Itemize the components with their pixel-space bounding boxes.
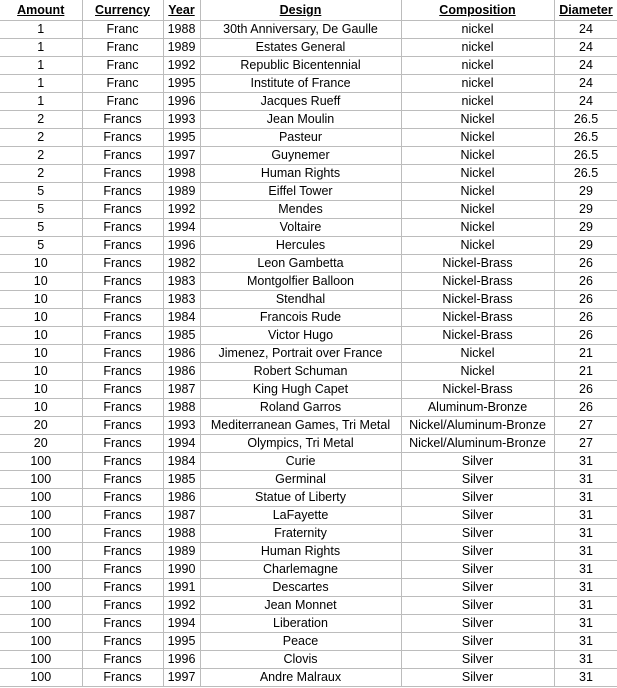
design-cell[interactable]: Germinal <box>200 471 401 489</box>
diameter-cell[interactable]: 26 <box>554 291 617 309</box>
table-row <box>0 399 617 417</box>
diameter-cell[interactable]: 29 <box>554 219 617 237</box>
composition-cell[interactable]: Nickel <box>401 165 554 183</box>
currency-cell[interactable]: Francs <box>82 219 163 237</box>
table-row <box>0 237 617 255</box>
diameter-cell[interactable]: 31 <box>554 651 617 669</box>
header-amount[interactable]: Amount <box>0 0 82 21</box>
currency-cell[interactable]: Francs <box>82 201 163 219</box>
design-cell[interactable]: 30th Anniversary, De Gaulle <box>200 21 401 39</box>
table-row <box>0 183 617 201</box>
composition-cell[interactable]: Nickel/Aluminum-Bronze <box>401 417 554 435</box>
amount-cell[interactable]: 100 <box>0 615 82 633</box>
diameter-cell[interactable]: 31 <box>554 507 617 525</box>
header-design[interactable]: Design <box>200 0 401 21</box>
composition-cell[interactable]: Silver <box>401 561 554 579</box>
year-cell[interactable]: 1986 <box>163 345 200 363</box>
diameter-cell[interactable]: 24 <box>554 39 617 57</box>
diameter-cell[interactable]: 26.5 <box>554 111 617 129</box>
design-cell[interactable]: Clovis <box>200 651 401 669</box>
table-row <box>0 255 617 273</box>
design-cell[interactable]: Peace <box>200 633 401 651</box>
diameter-cell[interactable]: 31 <box>554 561 617 579</box>
currency-cell[interactable]: Francs <box>82 669 163 687</box>
table-row <box>0 345 617 363</box>
composition-cell[interactable]: Silver <box>401 525 554 543</box>
year-cell[interactable]: 1985 <box>163 327 200 345</box>
table-row <box>0 219 617 237</box>
design-cell[interactable]: Voltaire <box>200 219 401 237</box>
year-cell[interactable]: 1993 <box>163 417 200 435</box>
year-cell[interactable]: 1988 <box>163 399 200 417</box>
design-cell[interactable]: Mediterranean Games, Tri Metal <box>200 417 401 435</box>
year-cell[interactable]: 1996 <box>163 651 200 669</box>
amount-cell[interactable]: 5 <box>0 201 82 219</box>
composition-cell[interactable]: Nickel-Brass <box>401 291 554 309</box>
year-cell[interactable]: 1995 <box>163 75 200 93</box>
year-cell[interactable]: 1986 <box>163 363 200 381</box>
composition-cell[interactable]: nickel <box>401 57 554 75</box>
composition-cell[interactable]: Silver <box>401 471 554 489</box>
year-cell[interactable]: 1993 <box>163 111 200 129</box>
year-cell[interactable]: 1992 <box>163 57 200 75</box>
composition-cell[interactable]: Nickel-Brass <box>401 381 554 399</box>
design-cell[interactable]: Francois Rude <box>200 309 401 327</box>
composition-cell[interactable]: Silver <box>401 615 554 633</box>
diameter-cell[interactable]: 24 <box>554 57 617 75</box>
header-row <box>0 0 617 21</box>
year-cell[interactable]: 1994 <box>163 435 200 453</box>
amount-cell[interactable]: 1 <box>0 93 82 111</box>
diameter-cell[interactable]: 31 <box>554 543 617 561</box>
table-row <box>0 165 617 183</box>
diameter-cell[interactable]: 31 <box>554 525 617 543</box>
table-row <box>0 309 617 327</box>
currency-cell[interactable]: Francs <box>82 435 163 453</box>
currency-cell[interactable]: Francs <box>82 237 163 255</box>
diameter-cell[interactable]: 21 <box>554 345 617 363</box>
year-cell[interactable]: 1995 <box>163 633 200 651</box>
composition-cell[interactable]: Silver <box>401 633 554 651</box>
design-cell[interactable]: Pasteur <box>200 129 401 147</box>
header-diameter[interactable]: Diameter <box>554 0 617 21</box>
composition-cell[interactable]: nickel <box>401 75 554 93</box>
amount-cell[interactable]: 100 <box>0 651 82 669</box>
amount-cell[interactable]: 10 <box>0 255 82 273</box>
table-row <box>0 327 617 345</box>
table-row <box>0 201 617 219</box>
amount-cell[interactable]: 2 <box>0 129 82 147</box>
composition-cell[interactable]: Nickel-Brass <box>401 327 554 345</box>
table-row <box>0 57 617 75</box>
design-cell[interactable]: Human Rights <box>200 165 401 183</box>
currency-cell[interactable]: Franc <box>82 57 163 75</box>
amount-cell[interactable]: 2 <box>0 111 82 129</box>
diameter-cell[interactable]: 31 <box>554 669 617 687</box>
table-row <box>0 615 617 633</box>
diameter-cell[interactable]: 31 <box>554 633 617 651</box>
currency-cell[interactable]: Francs <box>82 111 163 129</box>
table-row <box>0 417 617 435</box>
composition-cell[interactable]: Nickel <box>401 345 554 363</box>
year-cell[interactable]: 1983 <box>163 291 200 309</box>
table-row <box>0 651 617 669</box>
year-cell[interactable]: 1989 <box>163 39 200 57</box>
design-cell[interactable]: Fraternity <box>200 525 401 543</box>
amount-cell[interactable]: 2 <box>0 147 82 165</box>
diameter-cell[interactable]: 29 <box>554 201 617 219</box>
composition-cell[interactable]: Silver <box>401 507 554 525</box>
header-composition[interactable]: Composition <box>401 0 554 21</box>
currency-cell[interactable]: Francs <box>82 363 163 381</box>
design-cell[interactable]: Human Rights <box>200 543 401 561</box>
design-cell[interactable]: Jean Moulin <box>200 111 401 129</box>
year-cell[interactable]: 1988 <box>163 21 200 39</box>
design-cell[interactable]: Charlemagne <box>200 561 401 579</box>
currency-cell[interactable]: Francs <box>82 129 163 147</box>
currency-cell[interactable]: Francs <box>82 345 163 363</box>
currency-cell[interactable]: Francs <box>82 453 163 471</box>
design-cell[interactable]: Jimenez, Portrait over France <box>200 345 401 363</box>
composition-cell[interactable]: Nickel <box>401 183 554 201</box>
year-cell[interactable]: 1995 <box>163 129 200 147</box>
composition-cell[interactable]: Silver <box>401 543 554 561</box>
composition-cell[interactable]: nickel <box>401 93 554 111</box>
composition-cell[interactable]: Silver <box>401 597 554 615</box>
currency-cell[interactable]: Francs <box>82 615 163 633</box>
diameter-cell[interactable]: 27 <box>554 417 617 435</box>
diameter-cell[interactable]: 26 <box>554 399 617 417</box>
design-cell[interactable]: LaFayette <box>200 507 401 525</box>
diameter-cell[interactable]: 27 <box>554 435 617 453</box>
diameter-cell[interactable]: 31 <box>554 471 617 489</box>
diameter-cell[interactable]: 26.5 <box>554 147 617 165</box>
table-row <box>0 291 617 309</box>
year-cell[interactable]: 1984 <box>163 309 200 327</box>
table-row <box>0 129 617 147</box>
year-cell[interactable]: 1998 <box>163 165 200 183</box>
composition-cell[interactable]: Nickel <box>401 111 554 129</box>
year-cell[interactable]: 1996 <box>163 237 200 255</box>
year-cell[interactable]: 1989 <box>163 543 200 561</box>
table-header <box>0 0 617 21</box>
table-row <box>0 453 617 471</box>
diameter-cell[interactable]: 24 <box>554 21 617 39</box>
year-cell[interactable]: 1994 <box>163 219 200 237</box>
composition-cell[interactable]: Nickel <box>401 201 554 219</box>
amount-cell[interactable]: 10 <box>0 399 82 417</box>
amount-cell[interactable]: 10 <box>0 309 82 327</box>
year-cell[interactable]: 1994 <box>163 615 200 633</box>
composition-cell[interactable]: Nickel-Brass <box>401 255 554 273</box>
table-body <box>0 21 617 687</box>
amount-cell[interactable]: 10 <box>0 327 82 345</box>
currency-cell[interactable]: Francs <box>82 471 163 489</box>
diameter-cell[interactable]: 29 <box>554 183 617 201</box>
table-row <box>0 561 617 579</box>
diameter-cell[interactable]: 26 <box>554 255 617 273</box>
design-cell[interactable]: Descartes <box>200 579 401 597</box>
year-cell[interactable]: 1987 <box>163 507 200 525</box>
amount-cell[interactable]: 5 <box>0 237 82 255</box>
currency-cell[interactable]: Francs <box>82 525 163 543</box>
currency-cell[interactable]: Francs <box>82 633 163 651</box>
amount-cell[interactable]: 100 <box>0 597 82 615</box>
table-row <box>0 363 617 381</box>
amount-cell[interactable]: 100 <box>0 579 82 597</box>
amount-cell[interactable]: 1 <box>0 75 82 93</box>
composition-cell[interactable]: Nickel-Brass <box>401 273 554 291</box>
currency-cell[interactable]: Francs <box>82 291 163 309</box>
design-cell[interactable]: Curie <box>200 453 401 471</box>
design-cell[interactable]: Montgolfier Balloon <box>200 273 401 291</box>
currency-cell[interactable]: Franc <box>82 93 163 111</box>
diameter-cell[interactable]: 24 <box>554 93 617 111</box>
design-cell[interactable]: Victor Hugo <box>200 327 401 345</box>
year-cell[interactable]: 1987 <box>163 381 200 399</box>
currency-cell[interactable]: Francs <box>82 327 163 345</box>
amount-cell[interactable]: 1 <box>0 57 82 75</box>
design-cell[interactable]: Liberation <box>200 615 401 633</box>
table-row <box>0 489 617 507</box>
amount-cell[interactable]: 100 <box>0 489 82 507</box>
year-cell[interactable]: 1986 <box>163 489 200 507</box>
amount-cell[interactable]: 100 <box>0 453 82 471</box>
year-cell[interactable]: 1982 <box>163 255 200 273</box>
composition-cell[interactable]: Nickel-Brass <box>401 309 554 327</box>
currency-cell[interactable]: Francs <box>82 255 163 273</box>
design-cell[interactable]: Republic Bicentennial <box>200 57 401 75</box>
amount-cell[interactable]: 2 <box>0 165 82 183</box>
table-row <box>0 669 617 687</box>
diameter-cell[interactable]: 31 <box>554 615 617 633</box>
currency-cell[interactable]: Francs <box>82 273 163 291</box>
table-row <box>0 471 617 489</box>
amount-cell[interactable]: 20 <box>0 417 82 435</box>
design-cell[interactable]: Institute of France <box>200 75 401 93</box>
composition-cell[interactable]: Nickel <box>401 237 554 255</box>
amount-cell[interactable]: 10 <box>0 363 82 381</box>
year-cell[interactable]: 1997 <box>163 147 200 165</box>
currency-cell[interactable]: Francs <box>82 183 163 201</box>
composition-cell[interactable]: Silver <box>401 489 554 507</box>
diameter-cell[interactable]: 26.5 <box>554 129 617 147</box>
design-cell[interactable]: Mendes <box>200 201 401 219</box>
currency-cell[interactable]: Francs <box>82 417 163 435</box>
header-currency[interactable]: Currency <box>82 0 163 21</box>
design-cell[interactable]: Robert Schuman <box>200 363 401 381</box>
table-row <box>0 75 617 93</box>
year-cell[interactable]: 1992 <box>163 201 200 219</box>
diameter-cell[interactable]: 31 <box>554 489 617 507</box>
diameter-cell[interactable]: 26 <box>554 381 617 399</box>
currency-cell[interactable]: Francs <box>82 597 163 615</box>
design-cell[interactable]: King Hugh Capet <box>200 381 401 399</box>
table-row <box>0 507 617 525</box>
year-cell[interactable]: 1992 <box>163 597 200 615</box>
currency-cell[interactable]: Francs <box>82 381 163 399</box>
table-row <box>0 597 617 615</box>
amount-cell[interactable]: 10 <box>0 381 82 399</box>
design-cell[interactable]: Guynemer <box>200 147 401 165</box>
composition-cell[interactable]: Nickel <box>401 129 554 147</box>
amount-cell[interactable]: 10 <box>0 273 82 291</box>
table-row <box>0 435 617 453</box>
currency-cell[interactable]: Francs <box>82 147 163 165</box>
composition-cell[interactable]: Nickel <box>401 219 554 237</box>
composition-cell[interactable]: Aluminum-Bronze <box>401 399 554 417</box>
design-cell[interactable]: Estates General <box>200 39 401 57</box>
amount-cell[interactable]: 100 <box>0 669 82 687</box>
design-cell[interactable]: Leon Gambetta <box>200 255 401 273</box>
currency-cell[interactable]: Francs <box>82 543 163 561</box>
amount-cell[interactable]: 1 <box>0 21 82 39</box>
amount-cell[interactable]: 100 <box>0 525 82 543</box>
diameter-cell[interactable]: 31 <box>554 597 617 615</box>
diameter-cell[interactable]: 31 <box>554 453 617 471</box>
table-row <box>0 21 617 39</box>
design-cell[interactable]: Statue of Liberty <box>200 489 401 507</box>
amount-cell[interactable]: 100 <box>0 633 82 651</box>
year-cell[interactable]: 1988 <box>163 525 200 543</box>
amount-cell[interactable]: 100 <box>0 471 82 489</box>
design-cell[interactable]: Hercules <box>200 237 401 255</box>
amount-cell[interactable]: 100 <box>0 543 82 561</box>
composition-cell[interactable]: Nickel <box>401 147 554 165</box>
currency-cell[interactable]: Franc <box>82 75 163 93</box>
diameter-cell[interactable]: 31 <box>554 579 617 597</box>
design-cell[interactable]: Andre Malraux <box>200 669 401 687</box>
amount-cell[interactable]: 100 <box>0 507 82 525</box>
table-row <box>0 111 617 129</box>
year-cell[interactable]: 1983 <box>163 273 200 291</box>
table-row <box>0 381 617 399</box>
design-cell[interactable]: Stendhal <box>200 291 401 309</box>
table-row <box>0 525 617 543</box>
year-cell[interactable]: 1989 <box>163 183 200 201</box>
amount-cell[interactable]: 10 <box>0 345 82 363</box>
currency-cell[interactable]: Francs <box>82 399 163 417</box>
year-cell[interactable]: 1997 <box>163 669 200 687</box>
composition-cell[interactable]: nickel <box>401 21 554 39</box>
amount-cell[interactable]: 20 <box>0 435 82 453</box>
year-cell[interactable]: 1991 <box>163 579 200 597</box>
header-year[interactable]: Year <box>163 0 200 21</box>
currency-cell[interactable]: Francs <box>82 309 163 327</box>
currency-cell[interactable]: Francs <box>82 579 163 597</box>
amount-cell[interactable]: 1 <box>0 39 82 57</box>
currency-cell[interactable]: Francs <box>82 507 163 525</box>
amount-cell[interactable]: 100 <box>0 561 82 579</box>
design-cell[interactable]: Roland Garros <box>200 399 401 417</box>
design-cell[interactable]: Olympics, Tri Metal <box>200 435 401 453</box>
currency-cell[interactable]: Francs <box>82 165 163 183</box>
diameter-cell[interactable]: 21 <box>554 363 617 381</box>
amount-cell[interactable]: 5 <box>0 183 82 201</box>
table-row <box>0 579 617 597</box>
composition-cell[interactable]: Silver <box>401 669 554 687</box>
currency-cell[interactable]: Francs <box>82 489 163 507</box>
composition-cell[interactable]: Nickel <box>401 363 554 381</box>
year-cell[interactable]: 1985 <box>163 471 200 489</box>
diameter-cell[interactable]: 26 <box>554 327 617 345</box>
year-cell[interactable]: 1990 <box>163 561 200 579</box>
table-row <box>0 273 617 291</box>
composition-cell[interactable]: nickel <box>401 39 554 57</box>
currency-cell[interactable]: Franc <box>82 21 163 39</box>
table-row <box>0 543 617 561</box>
amount-cell[interactable]: 10 <box>0 291 82 309</box>
currency-cell[interactable]: Franc <box>82 39 163 57</box>
design-cell[interactable]: Jean Monnet <box>200 597 401 615</box>
composition-cell[interactable]: Silver <box>401 453 554 471</box>
design-cell[interactable]: Eiffel Tower <box>200 183 401 201</box>
diameter-cell[interactable]: 29 <box>554 237 617 255</box>
table-row <box>0 633 617 651</box>
diameter-cell[interactable]: 26 <box>554 273 617 291</box>
diameter-cell[interactable]: 26.5 <box>554 165 617 183</box>
year-cell[interactable]: 1996 <box>163 93 200 111</box>
diameter-cell[interactable]: 26 <box>554 309 617 327</box>
table-row <box>0 147 617 165</box>
currency-cell[interactable]: Francs <box>82 651 163 669</box>
composition-cell[interactable]: Nickel/Aluminum-Bronze <box>401 435 554 453</box>
design-cell[interactable]: Jacques Rueff <box>200 93 401 111</box>
diameter-cell[interactable]: 24 <box>554 75 617 93</box>
table-row <box>0 39 617 57</box>
currency-cell[interactable]: Francs <box>82 561 163 579</box>
composition-cell[interactable]: Silver <box>401 651 554 669</box>
amount-cell[interactable]: 5 <box>0 219 82 237</box>
year-cell[interactable]: 1984 <box>163 453 200 471</box>
composition-cell[interactable]: Silver <box>401 579 554 597</box>
table-row <box>0 93 617 111</box>
